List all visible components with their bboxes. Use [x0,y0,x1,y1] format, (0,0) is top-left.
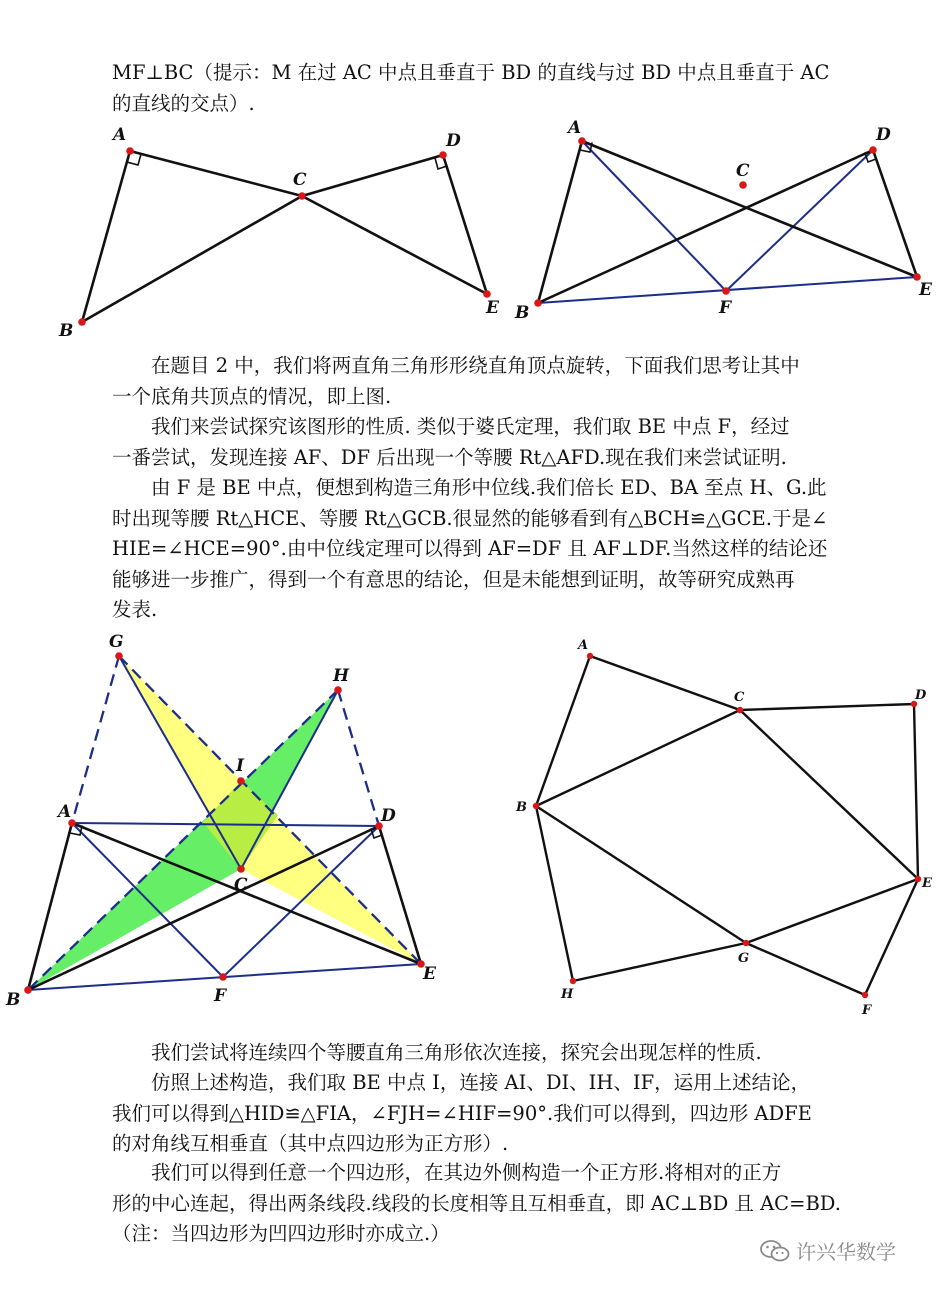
point-a [587,653,593,659]
point-b [24,986,32,994]
segment-hg [573,943,746,981]
paragraph-line: 能够进一步推广，得到一个有意思的结论，但是未能想到证明，故等研究成熟再 [112,567,795,591]
segment-a-b-h [536,656,590,981]
figure-4-chain [515,638,933,1018]
watermark-text: 许兴华数学 [796,1240,896,1264]
figure-1-bowtie [58,125,500,341]
label-g: G [109,632,124,652]
paragraph-line: 由 F 是 BE 中点，便想到构造三角形中位线.我们倍长 ED、BA 至点 H、G.此 [151,476,827,499]
label-b: B [515,303,530,323]
segment-bd [538,150,873,303]
segment-bg [536,806,746,943]
paragraph-5 [112,1068,912,1160]
segment-de [873,150,917,277]
paragraph-line: 仿照上述构造，我们取 BE 中点 I，连接 AI、DI、IH、IF，运用上述结论， [151,1071,811,1094]
label-a: A [568,118,582,138]
point-b [533,803,539,809]
paragraph-4 [112,1038,912,1069]
point-g [743,940,749,946]
point-e [915,876,921,882]
label-b: B [6,990,21,1010]
paragraph-line: （注：当四边形为凹四边形时亦成立.） [112,1222,450,1245]
label-b: B [516,800,527,815]
label-e: E [423,964,436,984]
point-d [869,146,877,154]
paragraph-line: HIE=∠HCE=90°.由中位线定理可以得到 AF=DF 且 AF⊥DF.当然这样的结论还 [112,537,828,560]
paragraph-line: 一番尝试，发现连接 AF、DF 后出现一个等腰 Rt△AFD.现在我们来尝试证明. [112,445,787,469]
intro-line: MF⊥BC（提示：M 在过 AC 中点且垂直于 BD 的直线与过 BD 中点且垂直于 AC [112,61,830,84]
point-f [722,287,730,295]
point-c [237,865,245,873]
label-b: B [59,321,74,341]
segment-cd [302,155,443,196]
label-f: F [214,986,227,1006]
label-c: C [234,875,248,895]
point-a [578,137,586,145]
label-d: D [915,688,927,703]
segment-gf [746,943,865,995]
point-e [483,290,491,298]
segment-bc [82,196,302,322]
paragraph-line: 我们可以得到△HID≌△FIA，∠FJH=∠HIF=90°.我们可以得到，四边形 ADFE [112,1101,812,1125]
point-d [439,151,447,159]
label-i: I [236,756,244,776]
segment-ab [538,141,582,303]
paragraph-line: 发表. [112,598,158,621]
label-h: H [333,666,350,686]
paragraph-line: 我们可以得到任意一个四边形，在其边外侧构造一个正方形.将相对的正方 [151,1161,782,1184]
label-f: F [862,1003,872,1018]
paragraph-1 [112,351,912,412]
point-h [334,686,342,694]
point-c [737,707,743,713]
segment-af [582,141,726,291]
paragraph-2 [112,412,912,473]
paragraph-line: 的对角线互相垂直（其中点四边形为正方形）. [112,1132,509,1155]
label-c: C [734,690,745,705]
intro-line: 的直线的交点）. [112,91,255,115]
label-a: A [578,638,589,653]
point-f [862,992,868,998]
point-f [219,973,227,981]
label-e: E [919,280,932,300]
figure-3-construction [5,632,437,1010]
point-g [115,652,123,660]
point-b [78,318,86,326]
paragraph-line: 我们来尝试探究该图形的性质. 类似于婆氏定理，我们取 BE 中点 F，经过 [151,415,790,438]
point-h [570,978,576,984]
dashed-ga [72,656,119,823]
paragraph-line: 时出现等腰 Rt△HCE、等腰 Rt△GCB.很显然的能够看到有△BCH≌△GCE.于是∠ [112,506,828,530]
segment-ac [130,151,302,196]
paragraph-line: 在题目 2 中，我们将两直角三角形形绕直角顶点旋转，下面我们思考让其中 [151,354,800,377]
point-i [237,777,245,785]
label-e: E [922,876,932,891]
figure-2-with-midpoint [514,118,933,323]
point-c [298,192,306,200]
paragraph-line: 形的中心连起，得出两条线段.线段的长度相等且互相垂直，即 AC⊥BD 且 AC=BD. [112,1191,841,1215]
label-e: E [486,298,499,318]
paragraph-line: 我们尝试将连续四个等腰直角三角形依次连接，探究会出现怎样的性质. [151,1041,762,1064]
segment-ab [82,151,130,322]
label-g: G [738,951,750,966]
dashed-hd [338,690,379,826]
label-a: A [58,802,72,822]
segment-a-c-d-e-f [590,656,918,995]
label-a: A [113,125,127,145]
point-c [739,181,747,189]
point-b [534,299,542,307]
label-f: F [719,298,732,318]
segment-ce [740,710,918,879]
label-c: C [736,161,750,181]
label-h: H [561,987,574,1002]
paragraph-3 [112,473,912,626]
wechat-icon [760,1239,790,1263]
label-c: C [293,170,307,190]
point-a [126,147,134,155]
label-d: D [381,806,396,826]
label-d: D [876,125,891,145]
segment-ce [302,196,487,294]
paragraph-line: 一个底角共顶点的情况，即上图. [112,384,392,408]
label-d: D [446,131,461,151]
watermark [760,1236,896,1265]
